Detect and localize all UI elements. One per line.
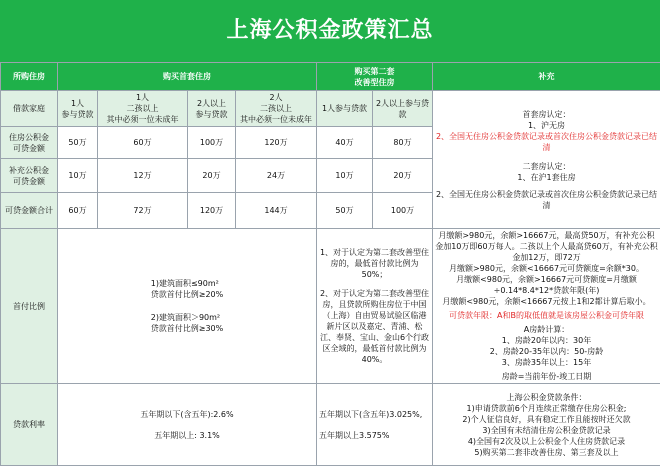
row-label: 住房公积金 可贷金额 [1, 127, 58, 159]
supplement-conditions: 上海公积金贷款条件： 1)申请贷款前6个月连续正常缴存住房公积金; 2)个人征信良好，具有稳定工作且能按时还欠款 3)全国有未结清住房公积金贷款记录 4)全国有2次及以上公积金个人住房贷款记录 5)购买第二套非改善住房、第三套及以上 [433, 384, 660, 466]
down-payment-second: 1、对于认定为第二套改善型住房的，最低首付款比例为50%； 2、对于认定为第二套改善型住房，且贷款所购住房位于中国（上海）自由贸易试验区临港新片区以及嘉定、青浦、松江、奉贤、宝山、金山6个行政区全域的，最低首付款比例为40%。 [317, 229, 433, 384]
header-second-home: 购买第二套 改善型住房 [317, 63, 433, 91]
interest-second: 五年期以下(含五年)3.025%, 五年期以上3.575% [317, 384, 433, 466]
header-supplement: 补充 [433, 63, 660, 91]
supplement-limits: 月缴额>980元，余额>16667元，最高贷50万，有补充公积金加10万即60万每人。二孩以上个人最高贷60万，有补充公积金加12万，即72万 月缴额>980元，余额<16667元可贷额度=余额*30。 月缴额<980元，余额>16667元可贷额度=月缴额÷0.14*8.4*12*贷款年限(年) 月缴额<980元，余额<16667元按上1和2都计算后取小。 可贷款年限：A和B的取低值就是该房屋公积金可贷年限 A房龄计算： 1、房龄20年以内：30年 2、房龄20-35年以内：50-房龄 3、房龄35年以上：15年 房龄=当前年份-竣工日期 [433, 229, 660, 384]
table-row: 可贷金额合计 60万 72万 120万 144万 50万 100万 [1, 193, 660, 229]
down-payment-label: 首付比例 [1, 229, 58, 384]
supplement-identification: 首套房认定： 1、沪无房 2、全国无住房公积金贷款记录或首次住房公积金贷款记录已结清 二套房认定： 1、在沪1套住房 2、全国无住房公积金贷款记录或首次住房公积金贷款记录已结清 [433, 91, 660, 229]
subheader-second-1: 1人参与贷款 [317, 91, 373, 127]
row-label: 补充公积金 可贷金额 [1, 159, 58, 193]
subheader-second-2: 2人以上参与贷款 [373, 91, 433, 127]
table-row: 补充公积金 可贷金额 10万 12万 20万 24万 10万 20万 [1, 159, 660, 193]
subheader-first-2: 1人 二孩以上 其中必须一位未成年 [98, 91, 188, 127]
subheader-family: 借款家庭 [1, 91, 58, 127]
header-first-home: 购买首套住房 [58, 63, 317, 91]
policy-table [0, 62, 660, 466]
header-house: 所购住房 [1, 63, 58, 91]
down-payment-first: 1)建筑面积≤90m² 贷款首付比例≥20% 2)建筑面积＞90m² 贷款首付比例≥30% [58, 229, 317, 384]
interest-label: 贷款利率 [1, 384, 58, 466]
row-label: 可贷金额合计 [1, 193, 58, 229]
page-title: 上海公积金政策汇总 [0, 0, 660, 62]
interest-first: 五年期以下(含五年):2.6% 五年期以上: 3.1% [58, 384, 317, 466]
subheader-first-1: 1人 参与贷款 [58, 91, 98, 127]
subheader-first-4: 2人 二孩以上 其中必须一位未成年 [236, 91, 317, 127]
subheader-first-3: 2人以上 参与贷款 [188, 91, 236, 127]
table-row: 住房公积金 可贷金额 50万 60万 100万 120万 40万 80万 [1, 127, 660, 159]
